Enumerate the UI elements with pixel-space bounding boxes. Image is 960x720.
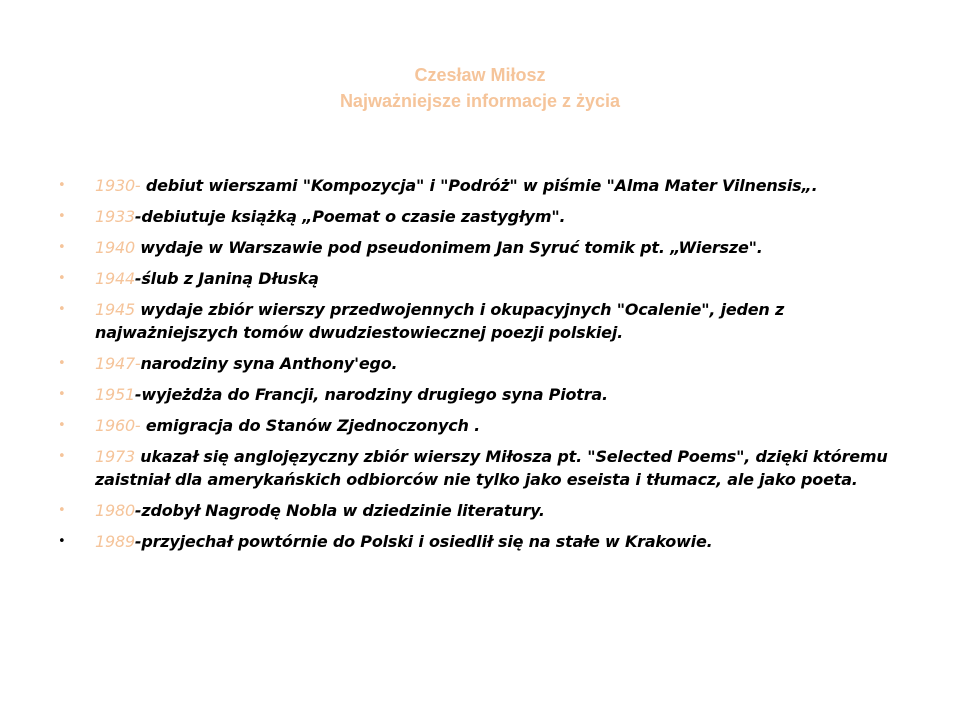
list-item [58,499,928,522]
list-item [58,174,928,197]
list-item [58,530,928,553]
item-text: -przyjechał powtórnie do Polski i osiedlił się na stałe w Krakowie. [134,532,713,551]
item-text: -wyjeżdża do Francji, narodziny drugiego syna Piotra. [134,385,608,404]
list-item [58,298,928,344]
bullet-icon: • [58,534,66,549]
item-text: narodziny syna Anthony'ego. [140,354,398,373]
item-year: 1940 [95,238,135,257]
item-year: 1947- [95,354,141,373]
item-year: 1930- [95,176,141,195]
item-text: debiut wierszami "Kompozycja" i "Podróż" w piśmie "Alma Mater Vilnensis„. [140,176,818,195]
list-item [58,267,928,290]
item-text: -debiutuje książką „Poemat o czasie zastygłym". [134,207,566,226]
item-text: ukazał się anglojęzyczny zbiór wierszy Miłosza pt. "Selected Poems", dzięki któremu zaistniał dla amerykańskich odbiorców nie tylko jako eseista i tłumacz, ale jako poeta. [95,447,888,489]
item-text: -ślub z Janiną Dłuską [134,269,319,288]
item-year: 1989 [95,532,135,551]
bullet-icon: • [58,271,66,286]
item-year: 1960- [95,416,141,435]
timeline-list [58,174,928,561]
bullet-icon: • [58,449,66,464]
title-subtitle: Najważniejsze informacje z życia [339,91,621,111]
bullet-icon: • [58,418,66,433]
bullet-icon: • [58,302,66,317]
list-item [58,445,928,491]
item-year: 1945 [95,300,135,319]
item-text: emigracja do Stanów Zjednoczonych . [140,416,480,435]
list-item [58,205,928,228]
slide-title [0,62,960,114]
bullet-icon: • [58,209,66,224]
bullet-icon: • [58,503,66,518]
list-item [58,414,928,437]
bullet-icon: • [58,356,66,371]
bullet-icon: • [58,240,66,255]
item-year: 1933 [95,207,135,226]
list-item [58,352,928,375]
item-text: -zdobył Nagrodę Nobla w dziedzinie literatury. [134,501,545,520]
item-text: wydaje w Warszawie pod pseudonimem Jan Syruć tomik pt. „Wiersze". [134,238,763,257]
item-year: 1980 [95,501,135,520]
item-text: wydaje zbiór wierszy przedwojennych i okupacyjnych "Ocalenie", jeden z najważniejszych tomów dwudziestowiecznej poezji polskiej. [95,300,785,342]
title-name: Czesław Miłosz [414,65,546,85]
bullet-icon: • [58,387,66,402]
item-year: 1951 [95,385,135,404]
bullet-icon: • [58,178,66,193]
list-item [58,383,928,406]
list-item [58,236,928,259]
item-year: 1944 [95,269,135,288]
item-year: 1973 [95,447,135,466]
